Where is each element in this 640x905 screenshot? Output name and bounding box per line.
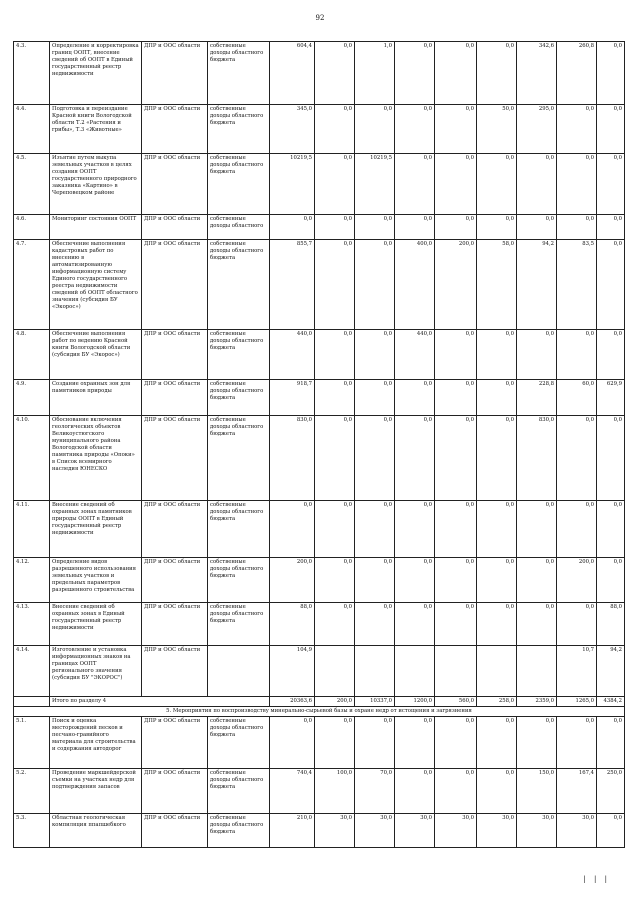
page-corner-marks: | | | bbox=[583, 875, 610, 883]
amount-cell: 30,0 bbox=[517, 814, 557, 848]
row-number: 4.6. bbox=[14, 215, 50, 240]
amount-cell: 0,0 bbox=[395, 154, 435, 215]
funding-source: собственные доходы областного бюджета bbox=[208, 769, 270, 814]
amount-cell: 0,0 bbox=[435, 603, 477, 646]
total-label: Итого по разделу 4 bbox=[50, 697, 270, 707]
activity-name: Проведение маркшейдерской съемки на участках недр для подтверждения запасов bbox=[50, 769, 142, 814]
amount-cell: 0,0 bbox=[435, 416, 477, 501]
total-amount: 1265,0 bbox=[557, 697, 597, 707]
amount-cell: 0,0 bbox=[435, 330, 477, 380]
amount-cell: 0,0 bbox=[315, 416, 355, 501]
row-number: 4.3. bbox=[14, 42, 50, 105]
amount-cell: 0,0 bbox=[395, 42, 435, 105]
amount-cell: 0,0 bbox=[315, 501, 355, 558]
activity-name: Обоснование включения геологических объектов Великоустюгского муниципального района Вологодской области памятника природы «Опоки» в Список всемирного наследия ЮНЕСКО bbox=[50, 416, 142, 501]
amount-cell: 0,0 bbox=[355, 717, 395, 769]
amount-cell bbox=[477, 646, 517, 697]
amount-cell: 30,0 bbox=[355, 814, 395, 848]
amount-cell: 918,7 bbox=[270, 380, 315, 416]
funding-source: собственные доходы областного бюджета bbox=[208, 42, 270, 105]
amount-cell: 0,0 bbox=[557, 501, 597, 558]
amount-cell: 0,0 bbox=[355, 558, 395, 603]
row-number: 4.10. bbox=[14, 416, 50, 501]
amount-cell bbox=[517, 646, 557, 697]
amount-cell: 0,0 bbox=[477, 154, 517, 215]
amount-cell: 0,0 bbox=[435, 105, 477, 154]
amount-cell: 830,0 bbox=[517, 416, 557, 501]
activity-name: Определение и корректировка границ ООПТ, внесение сведений об ООПТ в Единый государственный реестр недвижимости bbox=[50, 42, 142, 105]
page-number: 92 bbox=[315, 14, 325, 22]
amount-cell: 30,0 bbox=[315, 814, 355, 848]
amount-cell: 0,0 bbox=[517, 154, 557, 215]
amount-cell: 0,0 bbox=[517, 717, 557, 769]
amount-cell: 200,0 bbox=[435, 240, 477, 330]
amount-cell: 0,0 bbox=[395, 215, 435, 240]
amount-cell: 0,0 bbox=[557, 330, 597, 380]
activity-name: Обеспечение выполнения кадастровых работ по внесению в автоматизированную информационную систему Единого государственного реестра недвижимости сведений об ООПТ областного значения (субсидия БУ «Экорос») bbox=[50, 240, 142, 330]
row-number: 4.9. bbox=[14, 380, 50, 416]
executor: ДПР и ООС области bbox=[142, 154, 208, 215]
amount-cell: 0,0 bbox=[557, 215, 597, 240]
executor: ДПР и ООС области bbox=[142, 240, 208, 330]
executor: ДПР и ООС области bbox=[142, 558, 208, 603]
amount-cell: 0,0 bbox=[477, 769, 517, 814]
amount-cell: 200,0 bbox=[557, 558, 597, 603]
amount-cell: 150,0 bbox=[517, 769, 557, 814]
amount-cell: 342,6 bbox=[517, 42, 557, 105]
amount-cell: 0,0 bbox=[557, 416, 597, 501]
amount-cell: 0,0 bbox=[557, 105, 597, 154]
section-header-row bbox=[14, 707, 625, 717]
amount-cell: 0,0 bbox=[395, 501, 435, 558]
amount-cell: 0,0 bbox=[270, 215, 315, 240]
amount-cell: 94,2 bbox=[517, 240, 557, 330]
amount-cell: 0,0 bbox=[355, 603, 395, 646]
amount-cell: 0,0 bbox=[597, 240, 625, 330]
executor: ДПР и ООС области bbox=[142, 814, 208, 848]
activity-name: Внесение сведений об охранных зонах памятников природы ООПТ в Единый государственный реестр недвижимости bbox=[50, 501, 142, 558]
activity-name: Создание охранных зон для памятников природы bbox=[50, 380, 142, 416]
amount-cell: 0,0 bbox=[597, 558, 625, 603]
section-title: 5. Мероприятия по воспроизводству минерально-сырьевой базы и охране недр от истощения и загрязнения bbox=[14, 707, 625, 717]
amount-cell: 0,0 bbox=[517, 330, 557, 380]
amount-cell: 0,0 bbox=[557, 154, 597, 215]
table-row bbox=[14, 380, 625, 416]
amount-cell: 440,0 bbox=[395, 330, 435, 380]
amount-cell: 0,0 bbox=[270, 717, 315, 769]
amount-cell: 0,0 bbox=[395, 105, 435, 154]
row-number: 4.4. bbox=[14, 105, 50, 154]
amount-cell: 30,0 bbox=[477, 814, 517, 848]
amount-cell: 0,0 bbox=[477, 603, 517, 646]
row-number: 4.13. bbox=[14, 603, 50, 646]
funding-source: собственные доходы областного бюджета bbox=[208, 154, 270, 215]
amount-cell: 0,0 bbox=[435, 558, 477, 603]
total-amount: 10337,0 bbox=[355, 697, 395, 707]
amount-cell: 1,0 bbox=[355, 42, 395, 105]
row-number: 4.12. bbox=[14, 558, 50, 603]
amount-cell: 0,0 bbox=[517, 501, 557, 558]
program-table bbox=[13, 41, 625, 848]
executor: ДПР и ООС области bbox=[142, 717, 208, 769]
amount-cell: 0,0 bbox=[315, 603, 355, 646]
table-row bbox=[14, 42, 625, 105]
amount-cell: 0,0 bbox=[435, 717, 477, 769]
amount-cell: 0,0 bbox=[355, 240, 395, 330]
amount-cell: 0,0 bbox=[477, 501, 517, 558]
total-amount: 20363,6 bbox=[270, 697, 315, 707]
amount-cell: 0,0 bbox=[597, 330, 625, 380]
funding-source: собственные доходы областного бюджета bbox=[208, 105, 270, 154]
amount-cell: 0,0 bbox=[315, 105, 355, 154]
amount-cell bbox=[315, 646, 355, 697]
activity-name: Изготовление и установка информационных знаков на границах ООПТ регионального значения (субсидия БУ "ЭКОРОС") bbox=[50, 646, 142, 697]
amount-cell: 0,0 bbox=[597, 814, 625, 848]
amount-cell: 0,0 bbox=[597, 501, 625, 558]
funding-source: собственные доходы областного bbox=[208, 215, 270, 240]
activity-name: Подготовка и переиздание Красной книги Вологодской области Т.2 «Растения и грибы», Т.3 «Животные» bbox=[50, 105, 142, 154]
amount-cell: 0,0 bbox=[477, 380, 517, 416]
funding-source: собственные доходы областного бюджета bbox=[208, 603, 270, 646]
amount-cell: 0,0 bbox=[315, 717, 355, 769]
total-row bbox=[14, 697, 625, 707]
executor: ДПР и ООС области bbox=[142, 215, 208, 240]
amount-cell: 0,0 bbox=[477, 558, 517, 603]
executor: ДПР и ООС области bbox=[142, 646, 208, 697]
total-amount: 1200,0 bbox=[395, 697, 435, 707]
amount-cell: 855,7 bbox=[270, 240, 315, 330]
amount-cell: 88,0 bbox=[597, 603, 625, 646]
amount-cell: 10,7 bbox=[557, 646, 597, 697]
amount-cell: 0,0 bbox=[355, 416, 395, 501]
amount-cell: 0,0 bbox=[395, 558, 435, 603]
activity-name: Областная геологическая компиляция ппапшебкого bbox=[50, 814, 142, 848]
amount-cell: 0,0 bbox=[435, 380, 477, 416]
amount-cell: 0,0 bbox=[597, 154, 625, 215]
funding-source: собственные доходы областного бюджета bbox=[208, 717, 270, 769]
amount-cell: 0,0 bbox=[597, 416, 625, 501]
amount-cell: 0,0 bbox=[315, 215, 355, 240]
amount-cell: 0,0 bbox=[597, 42, 625, 105]
table-row bbox=[14, 154, 625, 215]
amount-cell: 83,5 bbox=[557, 240, 597, 330]
amount-cell: 604,4 bbox=[270, 42, 315, 105]
amount-cell: 0,0 bbox=[477, 330, 517, 380]
amount-cell: 0,0 bbox=[315, 154, 355, 215]
executor: ДПР и ООС области bbox=[142, 769, 208, 814]
funding-source: собственные доходы областного бюджета bbox=[208, 416, 270, 501]
amount-cell: 0,0 bbox=[395, 416, 435, 501]
amount-cell: 0,0 bbox=[355, 330, 395, 380]
table-row bbox=[14, 215, 625, 240]
row-number: 4.8. bbox=[14, 330, 50, 380]
amount-cell: 30,0 bbox=[557, 814, 597, 848]
amount-cell bbox=[395, 646, 435, 697]
amount-cell: 210,0 bbox=[270, 814, 315, 848]
table-row bbox=[14, 769, 625, 814]
amount-cell: 88,0 bbox=[270, 603, 315, 646]
amount-cell: 0,0 bbox=[435, 215, 477, 240]
row-number: 4.11. bbox=[14, 501, 50, 558]
amount-cell: 0,0 bbox=[597, 105, 625, 154]
row-number bbox=[14, 697, 50, 707]
funding-source: собственные доходы областного бюджета bbox=[208, 330, 270, 380]
amount-cell: 0,0 bbox=[315, 558, 355, 603]
amount-cell: 228,8 bbox=[517, 380, 557, 416]
amount-cell: 250,0 bbox=[597, 769, 625, 814]
amount-cell: 295,0 bbox=[517, 105, 557, 154]
total-amount: 258,0 bbox=[477, 697, 517, 707]
amount-cell: 629,9 bbox=[597, 380, 625, 416]
table-row bbox=[14, 603, 625, 646]
table-row bbox=[14, 501, 625, 558]
funding-source: собственные доходы областного бюджета bbox=[208, 240, 270, 330]
amount-cell: 30,0 bbox=[435, 814, 477, 848]
amount-cell: 0,0 bbox=[315, 42, 355, 105]
row-number: 5.3. bbox=[14, 814, 50, 848]
amount-cell: 0,0 bbox=[395, 717, 435, 769]
table-row bbox=[14, 330, 625, 380]
executor: ДПР и ООС области bbox=[142, 603, 208, 646]
total-amount: 560,0 bbox=[435, 697, 477, 707]
amount-cell: 0,0 bbox=[477, 42, 517, 105]
row-number: 4.14. bbox=[14, 646, 50, 697]
table-row bbox=[14, 717, 625, 769]
amount-cell: 0,0 bbox=[557, 603, 597, 646]
amount-cell: 70,0 bbox=[355, 769, 395, 814]
amount-cell: 0,0 bbox=[477, 215, 517, 240]
amount-cell: 0,0 bbox=[477, 717, 517, 769]
amount-cell: 200,0 bbox=[270, 558, 315, 603]
amount-cell: 50,0 bbox=[477, 105, 517, 154]
amount-cell: 0,0 bbox=[435, 42, 477, 105]
executor: ДПР и ООС области bbox=[142, 330, 208, 380]
amount-cell: 260,8 bbox=[557, 42, 597, 105]
executor: ДПР и ООС области bbox=[142, 501, 208, 558]
amount-cell: 0,0 bbox=[315, 240, 355, 330]
amount-cell: 0,0 bbox=[557, 717, 597, 769]
amount-cell: 440,0 bbox=[270, 330, 315, 380]
activity-name: Внесение сведений об охранных зонах в Единый государственный реестр недвижимости bbox=[50, 603, 142, 646]
row-number: 4.5. bbox=[14, 154, 50, 215]
amount-cell: 60,0 bbox=[557, 380, 597, 416]
total-amount: 4384,2 bbox=[597, 697, 625, 707]
amount-cell: 400,0 bbox=[395, 240, 435, 330]
activity-name: Мониторинг состояния ООПТ bbox=[50, 215, 142, 240]
executor: ДПР и ООС области bbox=[142, 42, 208, 105]
amount-cell: 0,0 bbox=[597, 717, 625, 769]
amount-cell: 58,0 bbox=[477, 240, 517, 330]
amount-cell: 0,0 bbox=[435, 154, 477, 215]
amount-cell: 10219,5 bbox=[270, 154, 315, 215]
row-number: 5.1. bbox=[14, 717, 50, 769]
amount-cell: 167,4 bbox=[557, 769, 597, 814]
funding-source: собственные доходы областного бюджета bbox=[208, 814, 270, 848]
amount-cell: 0,0 bbox=[477, 416, 517, 501]
amount-cell: 0,0 bbox=[315, 330, 355, 380]
amount-cell: 0,0 bbox=[597, 215, 625, 240]
amount-cell: 0,0 bbox=[270, 501, 315, 558]
amount-cell: 10219,5 bbox=[355, 154, 395, 215]
table-row bbox=[14, 646, 625, 697]
amount-cell: 0,0 bbox=[517, 603, 557, 646]
table-row bbox=[14, 105, 625, 154]
activity-name: Изъятие путем выкупа земельных участков в целях создания ООПТ государственного природного заказника «Картино» в Череповецком районе bbox=[50, 154, 142, 215]
funding-source bbox=[208, 646, 270, 697]
table-row bbox=[14, 814, 625, 848]
amount-cell: 345,0 bbox=[270, 105, 315, 154]
amount-cell: 0,0 bbox=[435, 769, 477, 814]
amount-cell: 0,0 bbox=[355, 105, 395, 154]
amount-cell: 0,0 bbox=[517, 215, 557, 240]
executor: ДПР и ООС области bbox=[142, 105, 208, 154]
row-number: 4.7. bbox=[14, 240, 50, 330]
amount-cell: 830,0 bbox=[270, 416, 315, 501]
total-amount: 200,0 bbox=[315, 697, 355, 707]
amount-cell: 30,0 bbox=[395, 814, 435, 848]
amount-cell: 0,0 bbox=[517, 558, 557, 603]
amount-cell: 0,0 bbox=[395, 603, 435, 646]
total-amount: 2359,0 bbox=[517, 697, 557, 707]
amount-cell: 0,0 bbox=[355, 380, 395, 416]
amount-cell: 0,0 bbox=[355, 215, 395, 240]
amount-cell: 100,0 bbox=[315, 769, 355, 814]
executor: ДПР и ООС области bbox=[142, 416, 208, 501]
amount-cell: 94,2 bbox=[597, 646, 625, 697]
amount-cell: 0,0 bbox=[395, 769, 435, 814]
amount-cell: 104,9 bbox=[270, 646, 315, 697]
amount-cell: 0,0 bbox=[435, 501, 477, 558]
amount-cell: 0,0 bbox=[355, 501, 395, 558]
funding-source: собственные доходы областного бюджета bbox=[208, 380, 270, 416]
amount-cell: 740,4 bbox=[270, 769, 315, 814]
table-row bbox=[14, 416, 625, 501]
amount-cell bbox=[435, 646, 477, 697]
activity-name: Поиск и оценка месторождений песков и песчано-гравийного материала для строительства и содержания автодорог bbox=[50, 717, 142, 769]
table-row bbox=[14, 240, 625, 330]
activity-name: Обеспечение выполнения работ по ведению Красной книги Вологодской области (субсидия БУ «Экорос») bbox=[50, 330, 142, 380]
amount-cell bbox=[355, 646, 395, 697]
funding-source: собственные доходы областного бюджета bbox=[208, 501, 270, 558]
amount-cell: 0,0 bbox=[395, 380, 435, 416]
activity-name: Определение видов разрешенного использования земельных участков и предельных параметров разрешенного строительства bbox=[50, 558, 142, 603]
table-row bbox=[14, 558, 625, 603]
funding-source: собственные доходы областного бюджета bbox=[208, 558, 270, 603]
amount-cell: 0,0 bbox=[315, 380, 355, 416]
executor: ДПР и ООС области bbox=[142, 380, 208, 416]
row-number: 5.2. bbox=[14, 769, 50, 814]
